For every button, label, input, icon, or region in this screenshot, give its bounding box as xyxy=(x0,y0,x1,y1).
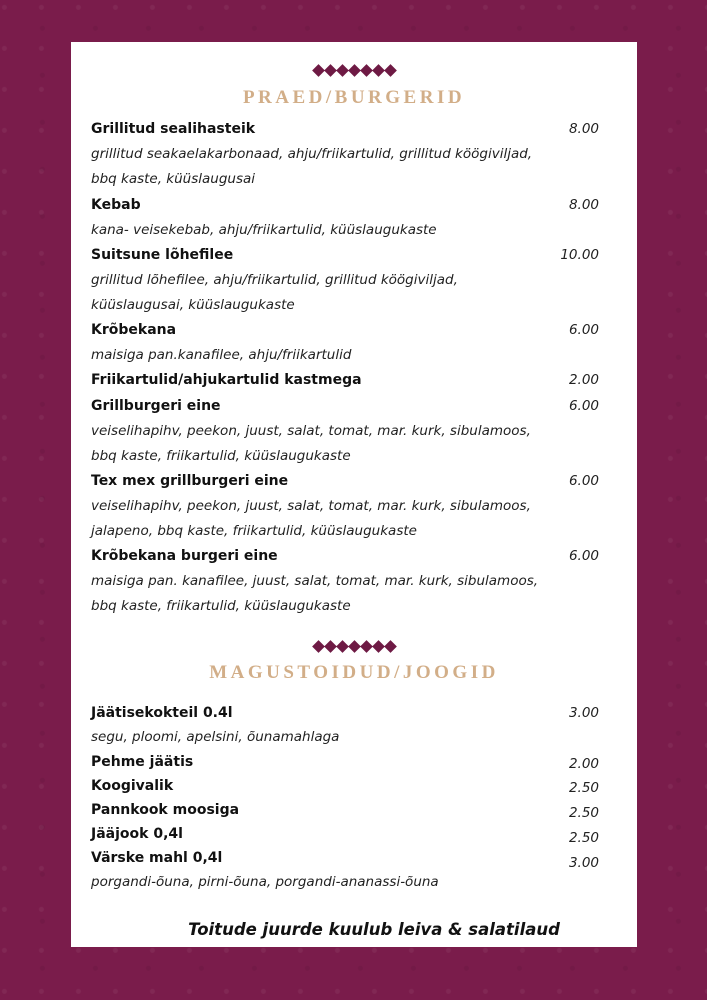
item-price: 2.50 xyxy=(568,780,599,796)
item-description: bbq kaste, küüslaugusai xyxy=(91,171,256,187)
menu-item xyxy=(91,469,606,493)
item-description: küüslaugusai, küüslaugukaste xyxy=(91,297,295,313)
item-description: bbq kaste, friikartulid, küüslaugukaste xyxy=(91,598,351,614)
menu-card xyxy=(71,42,637,947)
diamond-icon xyxy=(312,640,325,653)
menu-item xyxy=(91,117,606,141)
item-description: veiselihapihv, peekon, juust, salat, tomat, mar. kurk, sibulamoos, xyxy=(91,423,531,439)
diamond-icon xyxy=(312,64,325,77)
diamond-icon xyxy=(384,64,397,77)
menu-item xyxy=(91,798,606,822)
menu-item xyxy=(91,243,606,267)
item-name: Värske mahl 0,4l xyxy=(91,850,223,866)
diamond-icon xyxy=(336,640,349,653)
item-name: Krõbekana burgeri eine xyxy=(91,548,278,564)
diamond-icon xyxy=(336,64,349,77)
item-name: Suitsune lõhefilee xyxy=(91,247,234,263)
diamond-icon xyxy=(360,64,373,77)
ornament-diamonds-top xyxy=(71,64,637,78)
menu-item xyxy=(91,544,606,568)
menu-item xyxy=(91,193,606,217)
item-price: 2.00 xyxy=(568,756,599,772)
item-price: 3.00 xyxy=(568,855,599,871)
item-price: 2.00 xyxy=(568,372,599,388)
diamond-icon xyxy=(348,64,361,77)
item-description: veiselihapihv, peekon, juust, salat, tomat, mar. kurk, sibulamoos, xyxy=(91,498,531,514)
ornament-diamonds-dessert xyxy=(71,640,637,654)
diamond-icon xyxy=(348,640,361,653)
diamond-icon xyxy=(384,640,397,653)
item-name: Friikartulid/ahjukartulid kastmega xyxy=(91,372,362,388)
item-name: Pehme jäätis xyxy=(91,754,194,770)
item-name: Kebab xyxy=(91,197,141,213)
diamond-icon xyxy=(324,640,337,653)
item-description: grillitud seakaelakarbonaad, ahju/friikartulid, grillitud köögiviljad, xyxy=(91,146,533,162)
diamond-icon xyxy=(372,640,385,653)
item-price: 6.00 xyxy=(568,322,599,338)
item-description: maisiga pan. kanafilee, juust, salat, tomat, mar. kurk, sibulamoos, xyxy=(91,573,539,589)
diamond-icon xyxy=(372,64,385,77)
item-name: Koogivalik xyxy=(91,778,174,794)
item-name: Grillitud sealihasteik xyxy=(91,121,256,137)
item-price: 8.00 xyxy=(568,121,599,137)
menu-item xyxy=(91,846,606,870)
item-description: segu, ploomi, apelsini, õunamahlaga xyxy=(91,729,340,745)
item-price: 3.00 xyxy=(568,705,599,721)
item-description: porgandi-õuna, pirni-õuna, porgandi-ananassi-õuna xyxy=(91,874,439,890)
item-price: 2.50 xyxy=(568,830,599,846)
item-description: maisiga pan.kanafilee, ahju/friikartulid xyxy=(91,347,352,363)
item-price: 8.00 xyxy=(568,197,599,213)
item-price: 2.50 xyxy=(568,805,599,821)
menu-item xyxy=(91,750,606,774)
item-name: Krõbekana xyxy=(91,322,177,338)
menu-item xyxy=(91,822,606,846)
item-name: Tex mex grillburgeri eine xyxy=(91,473,289,489)
item-name: Grillburgeri eine xyxy=(91,398,221,414)
item-description: jalapeno, bbq kaste, friikartulid, küüslaugukaste xyxy=(91,523,417,539)
menu-item xyxy=(91,394,606,418)
diamond-icon xyxy=(324,64,337,77)
menu-item xyxy=(91,774,606,798)
item-price: 6.00 xyxy=(568,398,599,414)
item-price: 6.00 xyxy=(568,473,599,489)
item-price: 6.00 xyxy=(568,548,599,564)
item-description: grillitud lõhefilee, ahju/friikartulid, grillitud köögiviljad, xyxy=(91,272,458,288)
item-description: kana- veisekebab, ahju/friikartulid, küüslaugukaste xyxy=(91,222,437,238)
menu-item xyxy=(91,701,606,725)
menu-item xyxy=(91,368,606,392)
item-description: bbq kaste, friikartulid, küüslaugukaste xyxy=(91,448,351,464)
diamond-icon xyxy=(360,640,373,653)
menu-item xyxy=(91,318,606,342)
section-title-main: PRAED/BURGERID xyxy=(242,87,466,108)
item-name: Pannkook moosiga xyxy=(91,802,240,818)
section-title-desserts: MAGUSTOIDUD/JOOGID xyxy=(209,662,499,683)
item-name: Jäätisekokteil 0.4l xyxy=(91,705,233,721)
footer-note: Toitude juurde kuulub leiva & salatilaud xyxy=(188,920,560,939)
item-name: Jääjook 0,4l xyxy=(91,826,183,842)
item-price: 10.00 xyxy=(560,247,599,263)
